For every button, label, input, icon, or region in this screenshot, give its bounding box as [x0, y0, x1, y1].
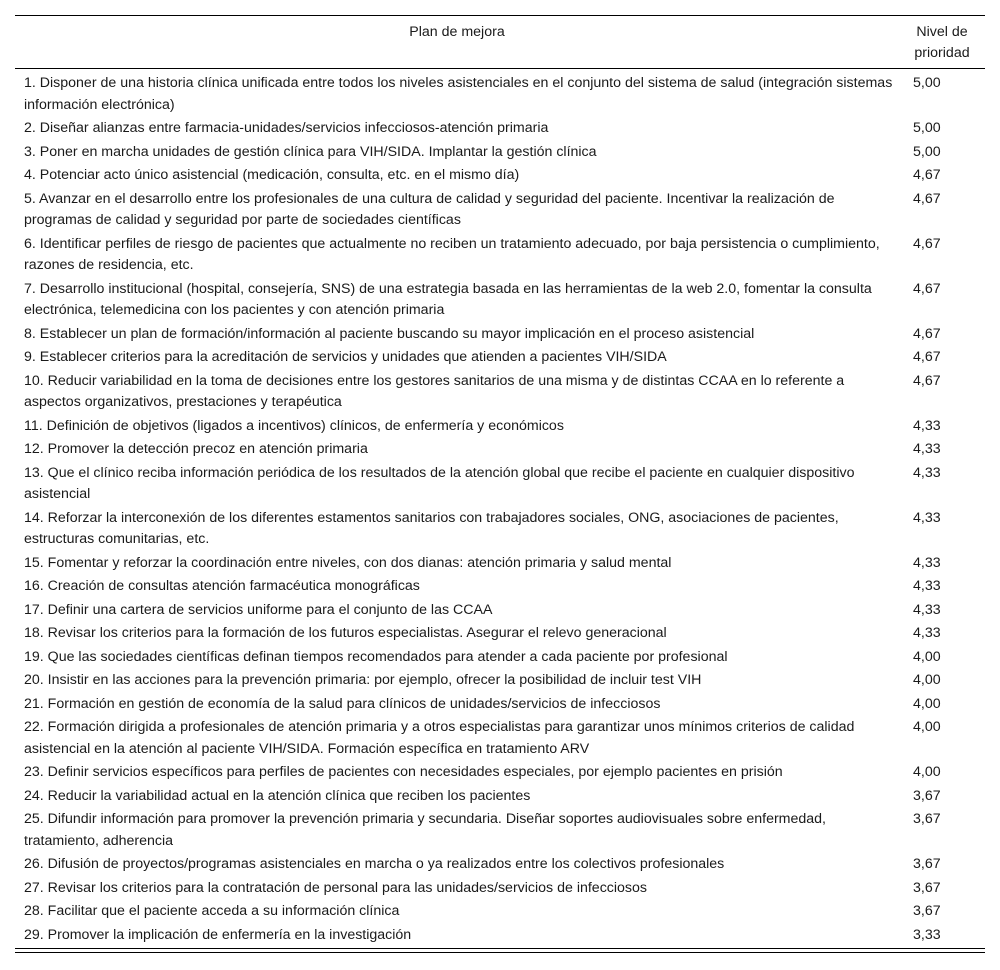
nivel-de-prioridad-cell: 4,33 [913, 509, 941, 526]
nivel-de-prioridad-cell: 5,00 [913, 120, 941, 136]
table-row [15, 877, 985, 901]
plan-de-mejora-cell: 18. Revisar los criterios para la formación de los futuros especialistas. Asegurar el relevo generacional [24, 625, 667, 641]
plan-de-mejora-cell: 3. Poner en marcha unidades de gestión clínica para VIH/SIDA. Implantar la gestión clínica [24, 143, 597, 160]
plan-de-mejora-cell: 24. Reducir la variabilidad actual en la atención clínica que reciben los pacientes [24, 787, 531, 804]
nivel-de-prioridad-cell: 4,00 [913, 764, 941, 780]
plan-de-mejora-cell: 6. Identificar perfiles de riesgo de pacientes que actualmente no reciben un tratamiento adecuado, por baja persistencia o cumplimiento, razones de residencia, etc. [24, 235, 880, 273]
table-row [15, 323, 985, 347]
table-row [15, 415, 985, 439]
table-row [15, 716, 985, 761]
table-row [15, 646, 985, 670]
nivel-de-prioridad-cell: 4,00 [913, 719, 941, 735]
priority-table-container [15, 15, 985, 953]
table-row [15, 693, 985, 717]
table-row [15, 900, 985, 924]
plan-de-mejora-cell: 22. Formación dirigida a profesionales de atención primaria y a otros especialistas para garantizar unos mínimos criterios de calidad asistencial en la atención al paciente VIH/SIDA. Formación específica en tratamiento ARV [24, 719, 855, 757]
nivel-de-prioridad-cell: 4,00 [913, 672, 941, 688]
table-row [15, 575, 985, 599]
nivel-de-prioridad-cell: 4,00 [913, 695, 941, 712]
bottom-rule [15, 949, 985, 953]
table-header [15, 16, 985, 69]
nivel-de-prioridad-cell: 3,67 [913, 811, 941, 827]
table-row [15, 69, 985, 118]
nivel-de-prioridad-cell: 4,33 [913, 417, 941, 434]
plan-de-mejora-cell: 11. Definición de objetivos (ligados a incentivos) clínicos, de enfermería y económicos [24, 417, 564, 434]
plan-de-mejora-cell: 14. Reforzar la interconexión de los diferentes estamentos sanitarios con trabajadores sociales, ONG, asociaciones de pacientes, estructuras comunitarias, etc. [24, 509, 839, 547]
table-row [15, 462, 985, 507]
table-row [15, 761, 985, 785]
table-row [15, 164, 985, 188]
nivel-de-prioridad-cell: 4,67 [913, 325, 941, 342]
plan-de-mejora-cell: 19. Que las sociedades científicas definan tiempos recomendados para atender a cada paciente por profesional [24, 648, 728, 665]
header-plan-de-mejora: Plan de mejora [15, 16, 899, 69]
plan-de-mejora-cell: 15. Fomentar y reforzar la coordinación entre niveles, con dos dianas: atención primaria y salud mental [24, 554, 672, 571]
table-row [15, 808, 985, 853]
nivel-de-prioridad-cell: 4,33 [913, 578, 941, 594]
plan-de-mejora-cell: 13. Que el clínico reciba información periódica de los resultados de la atención global que recibe el paciente en cualquier dispositivo asistencial [24, 464, 855, 502]
plan-de-mejora-cell: 16. Creación de consultas atención farmacéutica monográficas [24, 578, 420, 594]
nivel-de-prioridad-cell: 4,00 [913, 648, 941, 665]
nivel-de-prioridad-cell: 3,67 [913, 879, 941, 896]
plan-de-mejora-cell: 12. Promover la detección precoz en atención primaria [24, 441, 368, 457]
plan-de-mejora-cell: 2. Diseñar alianzas entre farmacia-unidades/servicios infecciosos-atención primaria [24, 120, 549, 136]
nivel-de-prioridad-cell: 3,33 [899, 924, 985, 949]
plan-de-mejora-cell: 9. Establecer criterios para la acreditación de servicios y unidades que atienden a pacientes VIH/SIDA [24, 349, 667, 365]
plan-de-mejora-cell: 8. Establecer un plan de formación/información al paciente buscando su mayor implicación en el proceso asistencial [24, 325, 755, 342]
plan-de-mejora-cell: 21. Formación en gestión de economía de la salud para clínicos de unidades/servicios de infecciosos [24, 695, 661, 712]
nivel-de-prioridad-cell: 3,67 [913, 787, 941, 804]
plan-de-mejora-cell: 7. Desarrollo institucional (hospital, consejería, SNS) de una estrategia basada en las herramientas de la web 2.0, fomentar la consulta electrónica, telemedicina con los pacientes y con atención primaria [24, 280, 872, 318]
table-row [15, 785, 985, 809]
nivel-de-prioridad-cell: 4,67 [913, 190, 941, 207]
table-row [15, 233, 985, 278]
nivel-de-prioridad-cell: 5,00 [913, 143, 941, 160]
table-row [15, 924, 985, 949]
plan-de-mejora-cell: 28. Facilitar que el paciente acceda a su información clínica [24, 903, 400, 919]
table-row [15, 370, 985, 415]
plan-de-mejora-cell: 25. Difundir información para promover la prevención primaria y secundaria. Diseñar soportes audiovisuales sobre enfermedad, tratamiento, adherencia [24, 811, 827, 849]
nivel-de-prioridad-cell: 4,33 [913, 441, 941, 457]
table-row [15, 622, 985, 646]
nivel-de-prioridad-cell: 4,33 [913, 625, 941, 641]
plan-de-mejora-cell: 10. Reducir variabilidad en la toma de decisiones entre los gestores sanitarios de una misma y de distintas CCAA en lo referente a aspectos organizativos, prestaciones y terapéutica [24, 372, 845, 410]
table-row [15, 438, 985, 462]
nivel-de-prioridad-cell: 3,67 [913, 856, 941, 872]
nivel-de-prioridad-cell: 4,33 [913, 464, 941, 481]
plan-de-mejora-cell: 23. Definir servicios específicos para perfiles de pacientes con necesidades especiales, por ejemplo pacientes en prisión [24, 764, 783, 780]
nivel-de-prioridad-cell: 4,67 [913, 280, 941, 297]
table-body [15, 69, 985, 949]
plan-de-mejora-cell: 20. Insistir en las acciones para la prevención primaria: por ejemplo, ofrecer la posibilidad de incluir test VIH [24, 672, 702, 688]
plan-de-mejora-cell: 5. Avanzar en el desarrollo entre los profesionales de una cultura de calidad y seguridad del paciente. Incentivar la realización de programas de calidad y seguridad por parte de sociedades científicas [24, 190, 835, 228]
nivel-de-prioridad-cell: 4,67 [913, 372, 941, 389]
header-row [15, 16, 985, 69]
table-row [15, 278, 985, 323]
nivel-de-prioridad-cell: 4,67 [913, 167, 941, 183]
table-row [15, 346, 985, 370]
table-row [15, 669, 985, 693]
nivel-de-prioridad-cell: 3,67 [913, 903, 941, 919]
plan-de-mejora-cell: 1. Disponer de una historia clínica unificada entre todos los niveles asistenciales en el conjunto del sistema de salud (integración sistemas información electrónica) [24, 75, 893, 113]
nivel-de-prioridad-cell: 4,33 [913, 554, 941, 571]
table-row [15, 853, 985, 877]
nivel-de-prioridad-cell: 5,00 [913, 75, 941, 91]
plan-de-mejora-cell: 27. Revisar los criterios para la contratación de personal para las unidades/servicios de infecciosos [24, 879, 647, 896]
table-row [15, 552, 985, 576]
header-nivel-de-prioridad: Nivel de prioridad [899, 16, 985, 69]
plan-de-mejora-cell: 17. Definir una cartera de servicios uniforme para el conjunto de las CCAA [24, 601, 493, 618]
table-row [15, 188, 985, 233]
table-row [15, 141, 985, 165]
priority-table [15, 15, 985, 949]
table-row [15, 599, 985, 623]
nivel-de-prioridad-cell: 4,67 [913, 235, 941, 252]
table-row [15, 507, 985, 552]
plan-de-mejora-cell: 4. Potenciar acto único asistencial (medicación, consulta, etc. en el mismo día) [24, 167, 520, 183]
plan-de-mejora-cell: 26. Difusión de proyectos/programas asistenciales en marcha o ya realizados entre los colectivos profesionales [24, 856, 725, 872]
table-row [15, 117, 985, 141]
nivel-de-prioridad-cell: 4,67 [913, 349, 941, 365]
nivel-de-prioridad-cell: 4,33 [913, 601, 941, 618]
plan-de-mejora-cell: 29. Promover la implicación de enfermería en la investigación [15, 924, 899, 949]
